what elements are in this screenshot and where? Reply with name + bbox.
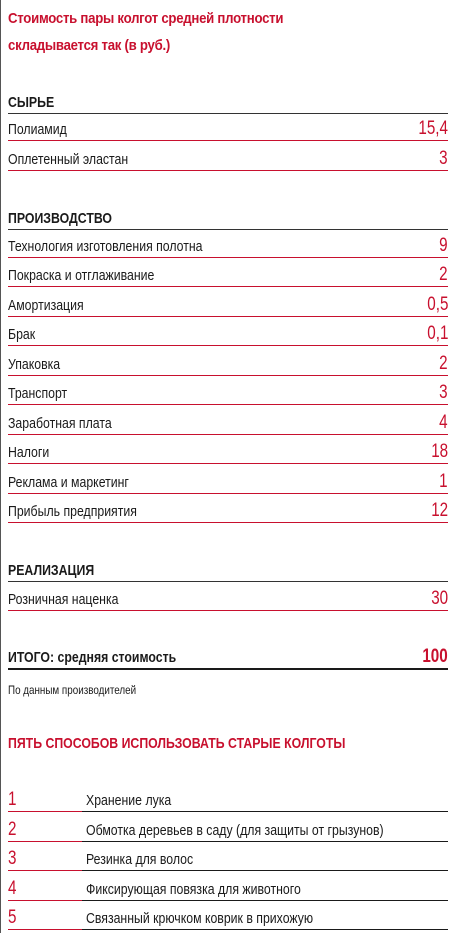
cost-row bbox=[8, 471, 448, 494]
list-item-number: 4 bbox=[8, 878, 17, 899]
number-underline bbox=[8, 870, 82, 871]
list-item bbox=[8, 877, 448, 901]
total-label: ИТОГО: средняя стоимость bbox=[8, 649, 177, 666]
cost-row bbox=[8, 500, 448, 523]
cost-label: Розничная наценка bbox=[8, 591, 119, 608]
cost-label: Налоги bbox=[8, 444, 50, 461]
cost-value: 3 bbox=[439, 148, 448, 169]
cost-row bbox=[8, 588, 448, 611]
total-value: 100 bbox=[422, 646, 448, 667]
cost-value: 9 bbox=[439, 235, 448, 256]
cost-label: Упаковка bbox=[8, 356, 61, 373]
cost-label: Технология изготовления полотна bbox=[8, 238, 203, 255]
cost-label: Полиамид bbox=[8, 121, 67, 138]
cost-label: Амортизация bbox=[8, 297, 84, 314]
cost-row bbox=[8, 235, 448, 258]
cost-value: 2 bbox=[439, 264, 448, 285]
total-row bbox=[8, 647, 448, 670]
cost-label: Заработная плата bbox=[8, 415, 112, 432]
source-note: По данным производителей bbox=[8, 683, 137, 697]
list-item bbox=[8, 847, 448, 871]
title-line-1: Стоимость пары колгот средней плотности bbox=[8, 10, 284, 27]
list-item bbox=[8, 906, 448, 930]
list-item-text: Резинка для волос bbox=[86, 851, 194, 868]
cost-row bbox=[8, 148, 448, 171]
cost-row bbox=[8, 323, 448, 346]
cost-label: Оплетенный эластан bbox=[8, 151, 129, 168]
number-underline bbox=[8, 811, 82, 812]
list-item-text: Хранение лука bbox=[86, 792, 172, 809]
cost-label: Прибыль предприятия bbox=[8, 503, 137, 520]
cost-label: Покраска и отглаживание bbox=[8, 267, 155, 284]
cost-value: 0,5 bbox=[426, 294, 448, 315]
section-heading-production: ПРОИЗВОДСТВО bbox=[8, 208, 448, 230]
cost-value: 0,1 bbox=[426, 323, 448, 344]
list-item-number: 3 bbox=[8, 848, 17, 869]
cost-value: 30 bbox=[431, 588, 448, 609]
list-item bbox=[8, 818, 448, 842]
page-title bbox=[8, 5, 378, 59]
cost-value: 2 bbox=[439, 353, 448, 374]
cost-row bbox=[8, 382, 448, 405]
list-item bbox=[8, 788, 448, 812]
tips-heading: ПЯТЬ СПОСОБОВ ИСПОЛЬЗОВАТЬ СТАРЫЕ КОЛГОТЫ bbox=[8, 735, 346, 752]
cost-value: 3 bbox=[439, 382, 448, 403]
cost-row bbox=[8, 441, 448, 464]
cost-value: 18 bbox=[431, 441, 448, 462]
cost-value: 1 bbox=[439, 471, 448, 492]
cost-row bbox=[8, 412, 448, 435]
list-item-number: 2 bbox=[8, 819, 17, 840]
list-item-number: 5 bbox=[8, 907, 17, 928]
section-heading-sales: РЕАЛИЗАЦИЯ bbox=[8, 560, 448, 582]
title-line-2: складывается так (в руб.) bbox=[8, 37, 171, 54]
list-item-text: Фиксирующая повязка для животного bbox=[86, 881, 301, 898]
cost-label: Транспорт bbox=[8, 385, 68, 402]
number-underline bbox=[8, 841, 82, 842]
cost-value: 4 bbox=[439, 412, 448, 433]
cost-row bbox=[8, 353, 448, 376]
cost-value: 15,4 bbox=[418, 118, 448, 139]
cost-label: Реклама и маркетинг bbox=[8, 474, 129, 491]
number-underline bbox=[8, 929, 82, 930]
list-item-number: 1 bbox=[8, 789, 17, 810]
section-heading-raw: СЫРЬЕ bbox=[8, 92, 448, 114]
cost-row bbox=[8, 264, 448, 287]
cost-row bbox=[8, 118, 448, 141]
cost-label: Брак bbox=[8, 326, 36, 343]
cost-value: 12 bbox=[431, 500, 448, 521]
list-item-text: Связанный крючком коврик в прихожую bbox=[86, 910, 314, 927]
cost-row bbox=[8, 294, 448, 317]
number-underline bbox=[8, 900, 82, 901]
list-item-text: Обмотка деревьев в саду (для защиты от грызунов) bbox=[86, 822, 384, 839]
